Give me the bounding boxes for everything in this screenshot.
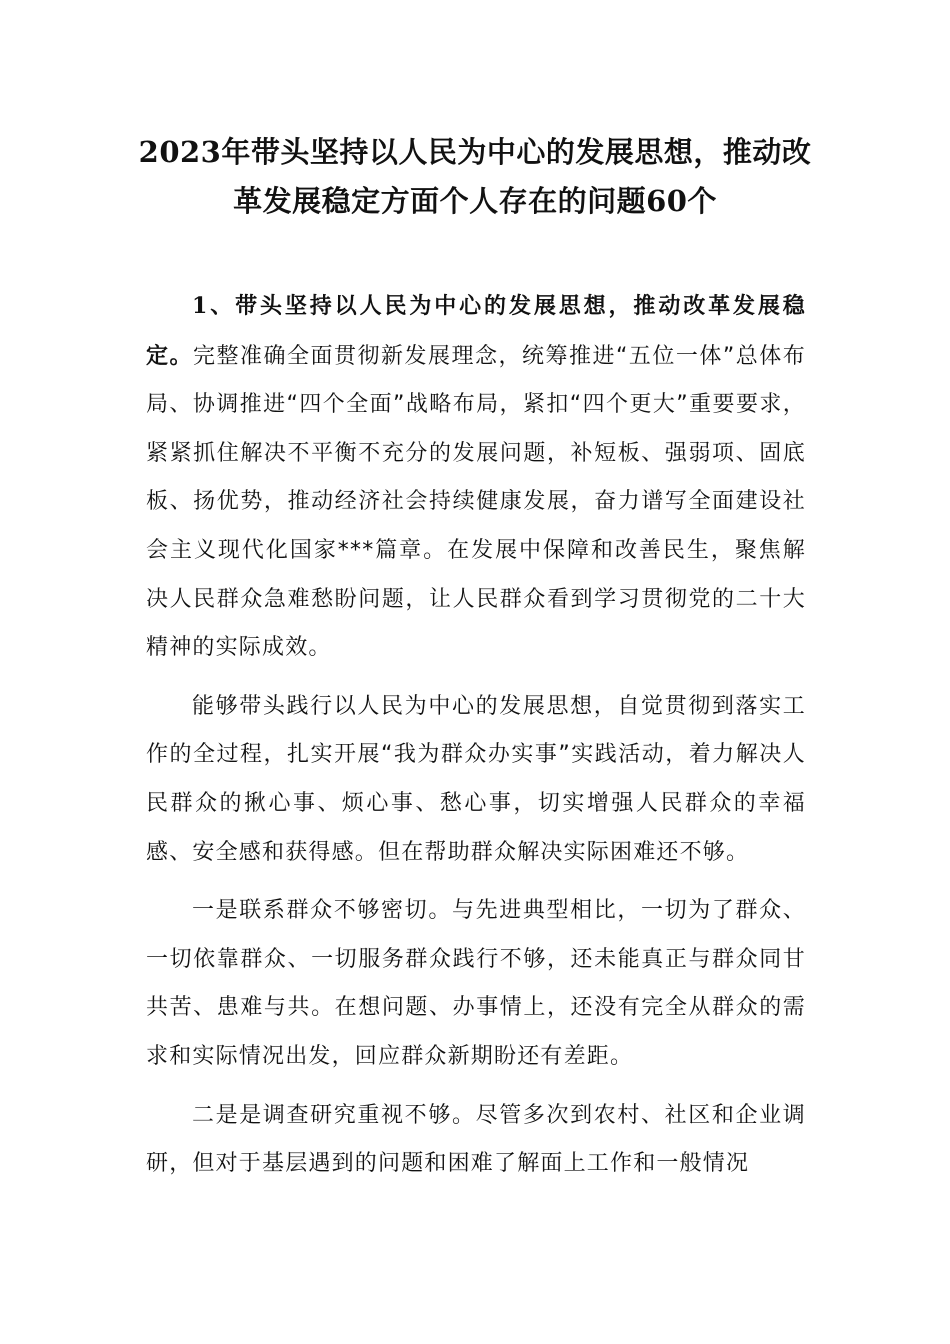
paragraph-4-text: 二是是调查研究重视不够。尽管多次到农村、社区和企业调研，但对于基层遇到的问题和困难了解面上工作和一般情况 bbox=[146, 1102, 806, 1177]
paragraph-3-text: 一是联系群众不够密切。与先进典型相比，一切为了群众、一切依靠群众、一切服务群众践行不够，还未能真正与群众同甘共苦、患难与共。在想问题、办事情上，还没有完全从群众的需求和实际情况出发，回应群众新期盼还有差距。 bbox=[146, 898, 806, 1069]
document-title bbox=[120, 128, 830, 226]
paragraph-1-lead: 1、带头坚持以人民为中心的发展思想，推动改革发展稳定。 bbox=[146, 293, 806, 369]
paragraph-1-text: 完整准确全面贯彻新发展理念，统筹推进“五位一体”总体布局、协调推进“四个全面”战略布局，紧扣“四个更大”重要要求，紧紧抓住解决不平衡不充分的发展问题，补短板、强弱项、固底板、扬优势，推动经济社会持续健康发展，奋力谱写全面建设社会主义现代化国家***篇章。在发展中保障和改善民生，聚焦解决人民群众急难愁盼问题，让人民群众看到学习贯彻党的二十大精神的实际成效。 bbox=[146, 343, 806, 661]
paragraph-4 bbox=[146, 1092, 806, 1189]
title-line-2: 革发展稳定方面个人存在的问题60个 bbox=[233, 184, 717, 218]
title-line-1: 2023年带头坚持以人民为中心的发展思想，推动改 bbox=[138, 135, 812, 169]
paragraph-2 bbox=[146, 683, 806, 877]
document-body bbox=[146, 282, 806, 1199]
paragraph-3 bbox=[146, 887, 806, 1081]
paragraph-1 bbox=[146, 282, 806, 673]
paragraph-2-text: 能够带头践行以人民为中心的发展思想，自觉贯彻到落实工作的全过程，扎实开展“我为群众办实事”实践活动，着力解决人民群众的揪心事、烦心事、愁心事，切实增强人民群众的幸福感、安全感和获得感。但在帮助群众解决实际困难还不够。 bbox=[146, 693, 806, 865]
